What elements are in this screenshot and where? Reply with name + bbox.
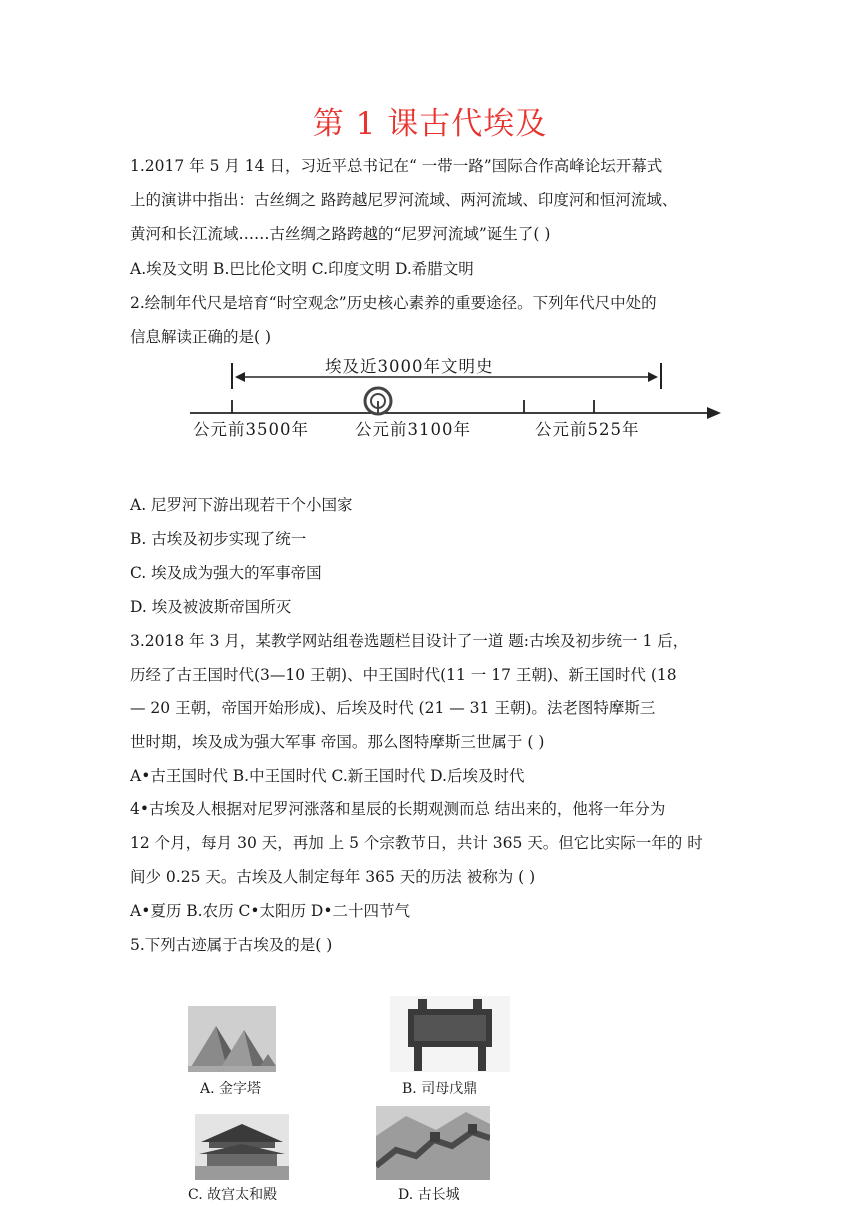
pyramid-image bbox=[188, 1006, 276, 1072]
q3-options: A•古王国时代 B.中王国时代 C.新王国时代 D.后埃及时代 bbox=[130, 767, 525, 785]
q3-line-4: 世时期，埃及成为强大军事 帝国。那么图特摩斯三世属于 ( ) bbox=[130, 733, 545, 751]
q4-line-1: 4•古埃及人根据对尼罗河涨落和星辰的长期观测而总 结出来的，他将一年分为 bbox=[130, 800, 666, 818]
q4-line-3: 间少 0.25 天。古埃及人制定每年 365 天的历法 被称为 ( ) bbox=[130, 868, 536, 886]
timeline-label-3100bc: 公元前3100年 bbox=[355, 420, 471, 439]
q3-line-1: 3.2018 年 3 月，某教学网站组卷选题栏目设计了一道 题:古埃及初步统一 1 后， bbox=[130, 632, 689, 650]
great-wall-image bbox=[376, 1106, 490, 1180]
q5-line: 5.下列古迹属于古埃及的是( ) bbox=[130, 936, 333, 954]
q2-option-b: B. 古埃及初步实现了统一 bbox=[130, 530, 307, 548]
q2-option-d: D. 埃及被波斯帝国所灭 bbox=[130, 598, 292, 616]
caption-d: D. 古长城 bbox=[398, 1187, 460, 1203]
ding-image bbox=[390, 996, 510, 1072]
caption-c: C. 故宫太和殿 bbox=[188, 1187, 278, 1203]
q2-line-2: 信息解读正确的是( ) bbox=[130, 328, 272, 346]
q1-line-2: 上的演讲中指出：古丝绸之 路跨越尼罗河流域、两河流域、印度河和恒河流域、 bbox=[130, 191, 678, 209]
q2-option-c: C. 埃及成为强大的军事帝国 bbox=[130, 564, 322, 582]
page-title: 第 1 课古代埃及 bbox=[312, 106, 548, 142]
caption-b: B. 司母戊鼎 bbox=[402, 1081, 478, 1097]
timeline-label-3500bc: 公元前3500年 bbox=[193, 420, 309, 439]
timeline-label-525bc: 公元前525年 bbox=[535, 420, 640, 439]
q4-options: A•夏历 B.农历 C•太阳历 D•二十四节气 bbox=[130, 902, 411, 920]
palace-image bbox=[195, 1114, 289, 1180]
q2-option-a: A. 尼罗河下游出现若干个小国家 bbox=[130, 496, 353, 514]
q4-line-2: 12 个月，每月 30 天，再加 上 5 个宗教节日，共计 365 天。但它比实际一年的 时 bbox=[130, 834, 703, 852]
q3-line-2: 历经了古王国时代(3—10 王朝)、中王国时代(11 一 17 王朝)、新王国时代 (18 bbox=[130, 666, 677, 684]
q3-line-3: — 20 王朝，帝国开始形成)、后埃及时代 (21 — 31 王朝)。法老图特摩斯三 bbox=[130, 699, 656, 717]
q1-line-3: 黄河和长江流域……古丝绸之路跨越的“尼罗河流域”诞生了( ) bbox=[130, 225, 551, 243]
q1-line-1: 1.2017 年 5 月 14 日，习近平总书记在“ 一带一路”国际合作高峰论坛开幕式 bbox=[130, 157, 663, 175]
timeline-span-label: 埃及近3000年文明史 bbox=[325, 357, 494, 376]
q2-line-1: 2.绘制年代尺是培育“时空观念”历史核心素养的重要途径。下列年代尺中处的 bbox=[130, 294, 657, 312]
caption-a: A. 金字塔 bbox=[200, 1081, 262, 1097]
q1-options: A.埃及文明 B.巴比伦文明 C.印度文明 D.希腊文明 bbox=[130, 260, 474, 278]
timeline-figure bbox=[185, 355, 723, 445]
